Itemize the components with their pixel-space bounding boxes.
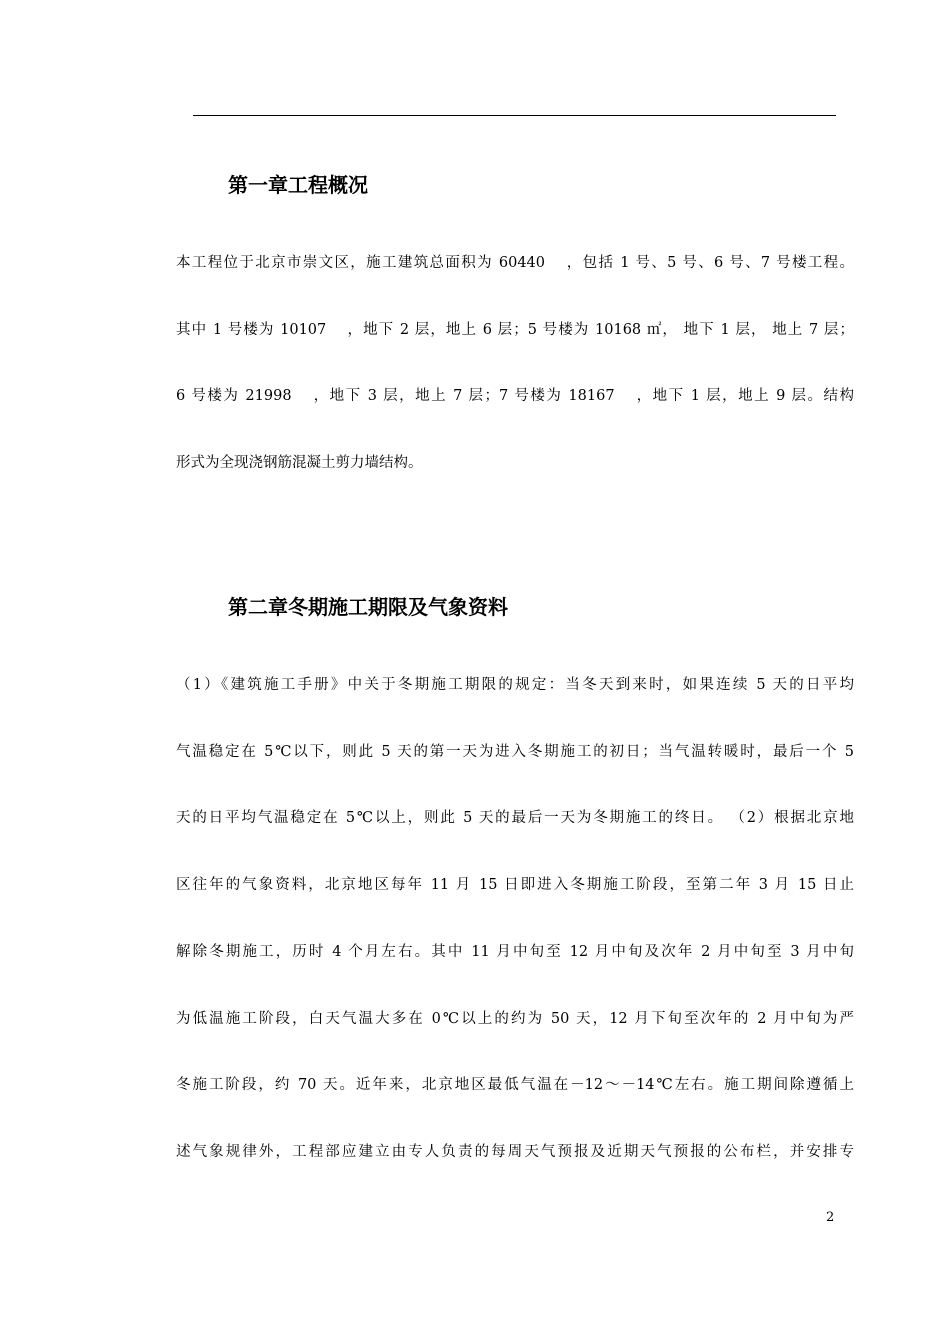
chapter-2-line-3: 天的日平均气温稳定在 5℃以上，则此 5 天的最后一天为冬期施工的终日。 （2）根据北京地	[176, 810, 854, 826]
chapter-2-heading: 第二章冬期施工期限及气象资料	[228, 595, 508, 619]
chapter-2-line-2: 气温稳定在 5℃以下，则此 5 天的第一天为进入冬期施工的初日；当气温转暖时，最后一个 5	[176, 744, 854, 760]
chapter-2-line-7: 冬施工阶段，约 70 天。近年来，北京地区最低气温在－12～－14℃左右。施工期间除遵循上	[176, 1077, 854, 1093]
chapter-1-line-1: 本工程位于北京市崇文区，施工建筑总面积为 60440 ，包括 1 号、5 号、6 号、7 号楼工程。	[176, 255, 854, 271]
chapter-1-line-4: 形式为全现浇钢筋混凝土剪力墙结构。	[176, 455, 423, 471]
chapter-1-heading: 第一章工程概况	[228, 173, 368, 197]
chapter-2-line-1: （1）《建筑施工手册》中关于冬期施工期限的规定：当冬天到来时，如果连续 5 天的日平均	[176, 677, 854, 693]
chapter-2-line-5: 解除冬期施工，历时 4 个月左右。其中 11 月中旬至 12 月中旬及次年 2 月中旬至 3 月中旬	[176, 944, 854, 960]
chapter-2-line-6: 为低温施工阶段，白天气温大多在 0℃以上的约为 50 天，12 月下旬至次年的 2 月中旬为严	[176, 1011, 854, 1027]
header-rule	[193, 115, 836, 116]
chapter-2-line-4: 区往年的气象资料，北京地区每年 11 月 15 日即进入冬期施工阶段，至第二年 3 月 15 日止	[176, 877, 854, 893]
page-number: 2	[826, 1210, 835, 1225]
chapter-1-line-2: 其中 1 号楼为 10107 ，地下 2 层，地上 6 层；5 号楼为 10168 ㎡， 地下 1 层， 地上 7 层；	[176, 322, 854, 338]
chapter-1-line-3: 6 号楼为 21998 ，地下 3 层，地上 7 层；7 号楼为 18167 ，地下 1 层，地上 9 层。结构	[176, 388, 854, 404]
chapter-2-line-8: 述气象规律外，工程部应建立由专人负责的每周天气预报及近期天气预报的公布栏，并安排专	[176, 1144, 854, 1160]
